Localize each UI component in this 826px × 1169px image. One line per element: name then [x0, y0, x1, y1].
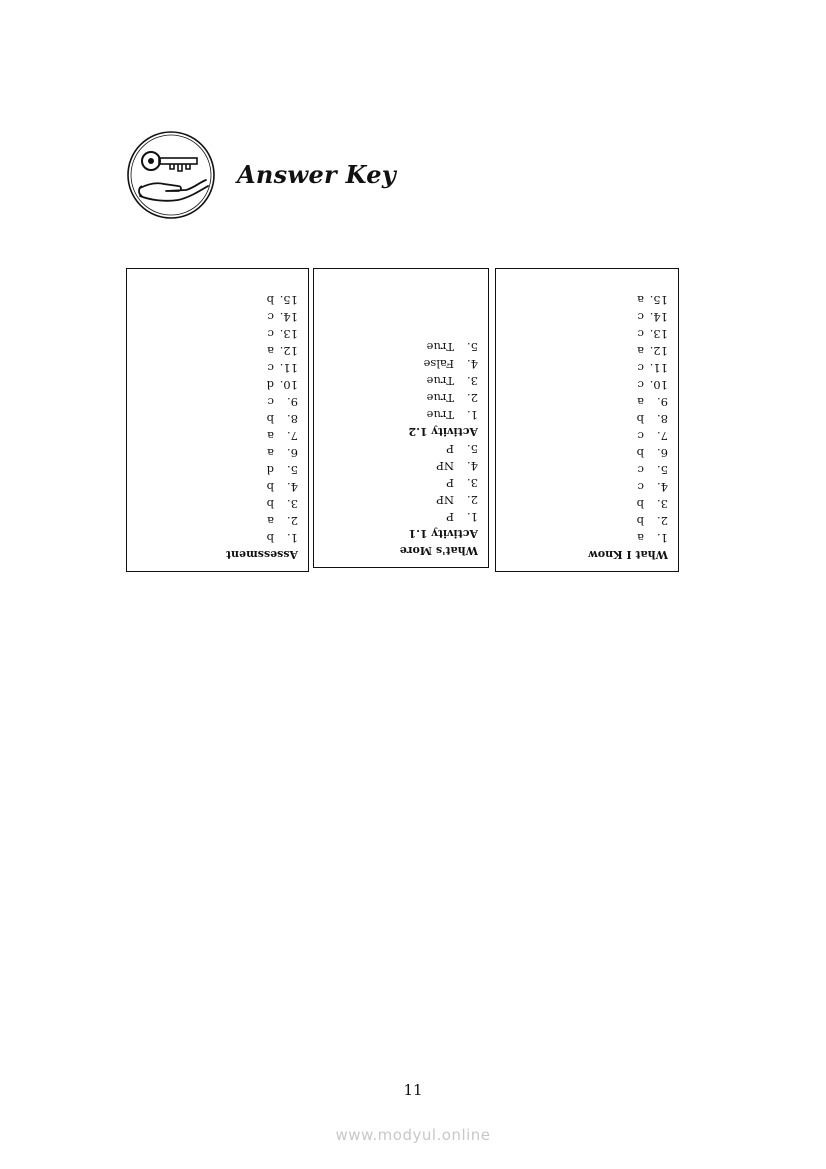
item-answer: c	[637, 480, 644, 494]
list-item	[400, 457, 478, 474]
list-item	[588, 308, 668, 325]
list-item	[400, 474, 478, 491]
item-answer: b	[266, 480, 274, 494]
list-item	[588, 291, 668, 308]
page-number: 11	[403, 1081, 423, 1099]
list-item	[226, 376, 298, 393]
item-answer: a	[267, 446, 274, 460]
box-heading: What I Know	[588, 548, 668, 561]
item-answer: c	[267, 310, 274, 324]
item-answer: True	[426, 391, 454, 405]
key-in-hand-icon	[126, 130, 216, 220]
item-answer: d	[266, 378, 274, 392]
item-answer: a	[637, 344, 644, 358]
item-number: 5.	[467, 442, 478, 456]
item-number: 5.	[287, 463, 298, 477]
item-answer: c	[637, 378, 644, 392]
item-answer: NP	[436, 493, 454, 507]
list-item	[226, 308, 298, 325]
item-answer: a	[637, 531, 644, 545]
list-item	[588, 495, 668, 512]
item-number: 13.	[279, 327, 298, 341]
list-item	[226, 410, 298, 427]
list-item	[400, 491, 478, 508]
item-number: 5.	[657, 463, 668, 477]
item-answer: a	[267, 429, 274, 443]
activity-heading: Activity 1.1	[408, 527, 478, 540]
list-item	[588, 461, 668, 478]
list-item	[588, 410, 668, 427]
answer-box-assessment	[126, 268, 309, 572]
watermark: www.modyul.online	[335, 1126, 491, 1144]
item-number: 1.	[467, 510, 478, 524]
item-answer: a	[267, 344, 274, 358]
list-item	[226, 461, 298, 478]
list-item	[226, 495, 298, 512]
item-number: 8.	[287, 412, 298, 426]
item-number: 2.	[287, 514, 298, 528]
item-answer: P	[446, 442, 454, 456]
list-item	[588, 376, 668, 393]
item-number: 9.	[657, 395, 668, 409]
item-number: 13.	[649, 327, 668, 341]
item-number: 2.	[467, 493, 478, 507]
item-answer: b	[266, 531, 274, 545]
item-answer: c	[637, 361, 644, 375]
item-number: 8.	[657, 412, 668, 426]
item-answer: b	[636, 497, 644, 511]
item-number: 3.	[467, 374, 478, 388]
list-item	[588, 478, 668, 495]
item-number: 3.	[287, 497, 298, 511]
item-number: 15.	[279, 293, 298, 307]
item-answer: b	[636, 514, 644, 528]
item-number: 3.	[467, 476, 478, 490]
item-answer: b	[266, 412, 274, 426]
item-answer: True	[426, 340, 454, 354]
item-number: 2.	[657, 514, 668, 528]
item-number: 10.	[649, 378, 668, 392]
item-answer: c	[267, 395, 274, 409]
item-number: 7.	[287, 429, 298, 443]
list-item	[226, 478, 298, 495]
list-item	[400, 372, 478, 389]
item-number: 12.	[649, 344, 668, 358]
item-number: 4.	[657, 480, 668, 494]
item-number: 4.	[467, 357, 478, 371]
item-number: 15.	[649, 293, 668, 307]
list-item	[588, 359, 668, 376]
item-answer: True	[426, 408, 454, 422]
item-number: 4.	[287, 480, 298, 494]
item-number: 7.	[657, 429, 668, 443]
item-number: 4.	[467, 459, 478, 473]
item-answer: a	[637, 293, 644, 307]
item-number: 1.	[657, 531, 668, 545]
item-number: 6.	[657, 446, 668, 460]
item-number: 11.	[649, 361, 668, 375]
item-number: 14.	[649, 310, 668, 324]
list-item	[588, 529, 668, 546]
list-item	[226, 325, 298, 342]
list-item	[226, 444, 298, 461]
list-item	[588, 325, 668, 342]
answer-list	[400, 338, 478, 423]
list-item	[400, 338, 478, 355]
item-number: 9.	[287, 395, 298, 409]
box-heading: Assessment	[225, 548, 298, 561]
list-item	[588, 512, 668, 529]
answer-list	[400, 440, 478, 525]
list-item	[226, 359, 298, 376]
list-item	[400, 389, 478, 406]
item-number: 2.	[467, 391, 478, 405]
item-answer: c	[637, 327, 644, 341]
item-number: 11.	[279, 361, 298, 375]
item-answer: d	[266, 463, 274, 477]
item-number: 14.	[279, 310, 298, 324]
item-answer: P	[446, 476, 454, 490]
item-answer: c	[637, 310, 644, 324]
list-item	[226, 512, 298, 529]
item-answer: c	[267, 361, 274, 375]
item-answer: NP	[436, 459, 454, 473]
item-answer: c	[637, 463, 644, 477]
list-item	[588, 393, 668, 410]
list-item	[588, 342, 668, 359]
item-answer: b	[266, 497, 274, 511]
item-answer: b	[636, 412, 644, 426]
answer-box-what-i-know	[495, 268, 679, 572]
item-answer: a	[267, 514, 274, 528]
answer-box-whats-more	[313, 268, 489, 568]
item-answer: a	[637, 395, 644, 409]
list-item	[226, 291, 298, 308]
list-item	[226, 427, 298, 444]
item-answer: P	[446, 510, 454, 524]
list-item	[226, 529, 298, 546]
item-number: 10.	[279, 378, 298, 392]
item-answer: True	[426, 374, 454, 388]
list-item	[400, 508, 478, 525]
item-number: 12.	[279, 344, 298, 358]
box-heading: What's More	[399, 544, 478, 557]
item-answer: c	[267, 327, 274, 341]
item-number: 1.	[467, 408, 478, 422]
list-item	[400, 440, 478, 457]
answer-list	[226, 291, 298, 546]
list-item	[400, 355, 478, 372]
activity-heading: Activity 1.2	[408, 425, 478, 438]
list-item	[226, 393, 298, 410]
list-item	[588, 444, 668, 461]
item-answer: b	[636, 446, 644, 460]
item-number: 6.	[287, 446, 298, 460]
list-item	[226, 342, 298, 359]
page-title: Answer Key	[237, 160, 397, 189]
list-item	[400, 406, 478, 423]
item-number: 3.	[657, 497, 668, 511]
item-number: 5.	[467, 340, 478, 354]
item-answer: c	[637, 429, 644, 443]
item-number: 1.	[287, 531, 298, 545]
answer-list	[588, 291, 668, 546]
item-answer: False	[423, 357, 454, 371]
item-answer: b	[266, 293, 274, 307]
list-item	[588, 427, 668, 444]
